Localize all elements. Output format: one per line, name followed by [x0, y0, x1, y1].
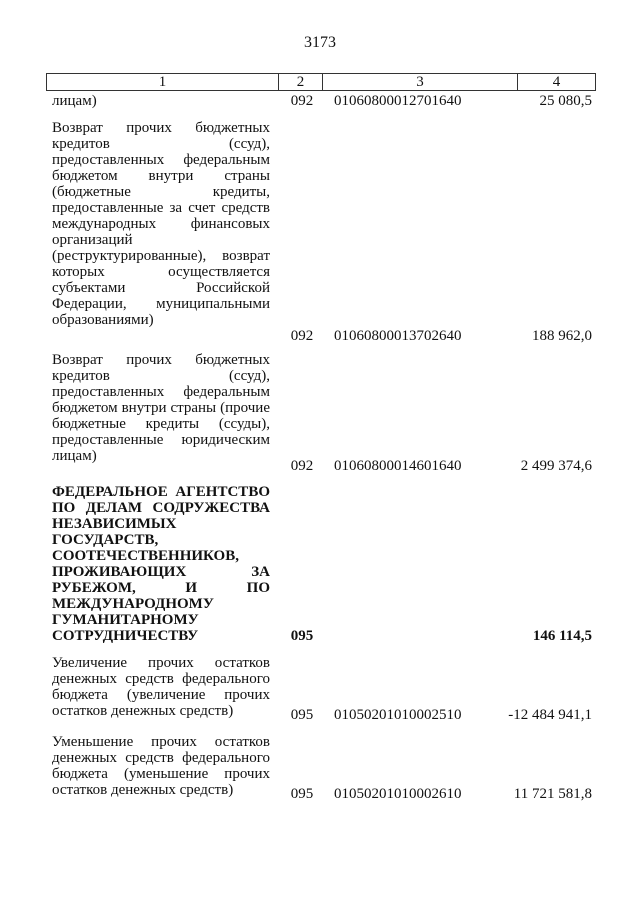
- row-description: Возврат прочих бюджетных кредитов (ссуд), предоставленных федеральным бюджетом внутри страны (бюджетные кредиты, предоставленные за счет средств международных финансовых организаций (реструктурированные), возврат которых осуществляется субъектами Российской Федерации, муниципальными образованиями): [52, 120, 270, 328]
- header-col-3: 3: [323, 74, 518, 90]
- row-description: Возврат прочих бюджетных кредитов (ссуд), предоставленных федеральным бюджетом внутри страны (прочие бюджетные кредиты (ссуды), предоставленные юридическим лицам): [52, 352, 270, 464]
- row-budget-code: 01060800012701640: [334, 93, 462, 109]
- table-header: [46, 73, 596, 91]
- row-admin-code: 092: [290, 328, 314, 344]
- row-description: ФЕДЕРАЛЬНОЕ АГЕНТСТВО ПО ДЕЛАМ СОДРУЖЕСТВА НЕЗАВИСИМЫХ ГОСУДАРСТВ, СООТЕЧЕСТВЕННИКОВ, ПРОЖИВАЮЩИХ ЗА РУБЕЖОМ, И ПО МЕЖДУНАРОДНОМУ ГУМАНИТАРНОМУ СОТРУДНИЧЕСТВУ: [52, 484, 270, 644]
- row-amount: 25 080,5: [539, 93, 592, 109]
- header-col-1: 1: [47, 74, 279, 90]
- row-budget-code: 01060800014601640: [334, 458, 462, 474]
- row-admin-code: 095: [290, 628, 314, 644]
- row-amount: 146 114,5: [532, 628, 592, 644]
- row-admin-code: 095: [290, 707, 314, 723]
- row-budget-code: 01050201010002610: [334, 786, 462, 802]
- row-description: лицам): [52, 93, 97, 109]
- row-amount: 11 721 581,8: [513, 786, 592, 802]
- row-amount: -12 484 941,1: [508, 707, 592, 723]
- row-budget-code: 01050201010002510: [334, 707, 462, 723]
- row-description: Увеличение прочих остатков денежных средств федерального бюджета (увеличение прочих остатков денежных средств): [52, 655, 270, 719]
- row-amount: 2 499 374,6: [520, 458, 592, 474]
- row-admin-code: 092: [290, 458, 314, 474]
- page-number: 3173: [304, 34, 336, 51]
- row-budget-code: 01060800013702640: [334, 328, 462, 344]
- row-admin-code: 095: [290, 786, 314, 802]
- header-col-2: 2: [279, 74, 323, 90]
- row-amount: 188 962,0: [532, 328, 592, 344]
- row-admin-code: 092: [290, 93, 314, 109]
- header-col-4: 4: [552, 74, 561, 90]
- row-description: Уменьшение прочих остатков денежных средств федерального бюджета (уменьшение прочих остатков денежных средств): [52, 734, 270, 798]
